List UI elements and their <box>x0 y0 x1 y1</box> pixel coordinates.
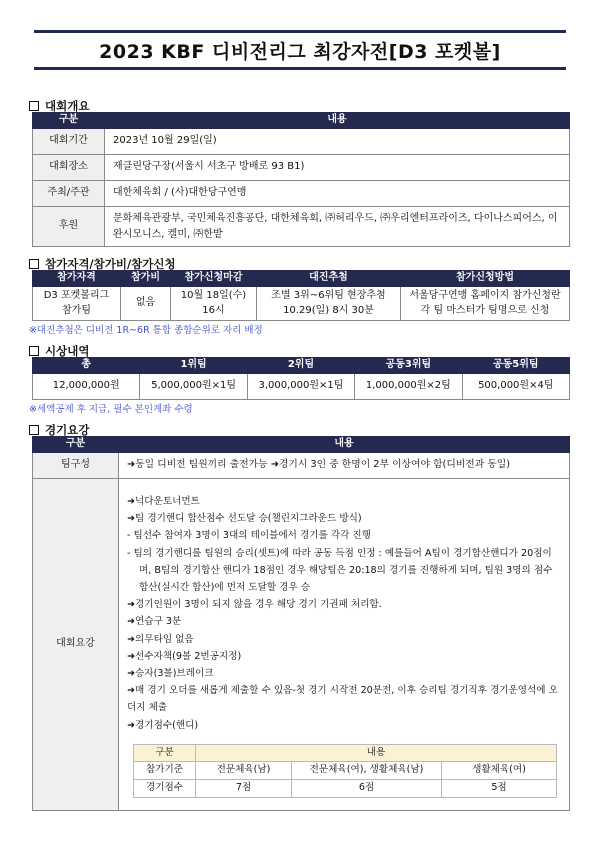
qualification-table <box>32 270 570 321</box>
draw-line: 조별 3위~6위팀 현장추첨 <box>271 290 386 301</box>
prize-value: 3,000,000원×1팀 <box>247 374 354 400</box>
overview-label: 주최/주관 <box>33 181 105 207</box>
main-rules-content <box>119 479 570 811</box>
qual-eligibility-cell <box>33 287 121 321</box>
prize-header: 총 <box>33 358 140 374</box>
eligibility-line: 참가팀 <box>62 304 91 316</box>
table-row <box>33 479 570 811</box>
prize-header: 공동5위팀 <box>462 358 569 374</box>
qual-header-eligibility: 참가자격 <box>33 271 121 287</box>
section-title: 대회개요 <box>45 99 90 113</box>
qual-header-draw: 대진추첨 <box>257 271 401 287</box>
prize-header: 2위팀 <box>247 358 354 374</box>
page-title: 2023 KBF 디비전리그 최강자전[D3 포켓볼] <box>99 40 501 63</box>
overview-value: 대한체육회 / (사)대한당구연맹 <box>105 181 570 207</box>
table-row <box>33 374 570 400</box>
main-rules-label: 대회요강 <box>33 479 119 811</box>
rule-line: - 팀선수 참여자 3명이 3대의 테이블에서 경기를 각각 진행 <box>127 530 371 542</box>
prize-value: 500,000원×4팀 <box>462 374 569 400</box>
rule-line: ➜연습구 3분 <box>127 616 182 628</box>
table-row <box>134 761 557 779</box>
handicap-table <box>133 744 557 798</box>
deadline-line: 16시 <box>202 304 225 316</box>
rules-header-content: 내용 <box>119 437 570 453</box>
handicap-cell: 생활체육(여) <box>442 761 557 779</box>
draw-line: 10.29(일) 8시 30분 <box>283 304 374 316</box>
handicap-cell: 7점 <box>196 779 292 797</box>
rule-line: ➜승자(3볼)브레이크 <box>127 668 214 680</box>
handicap-cell: 전문체육(남) <box>196 761 292 779</box>
table-row <box>33 129 570 155</box>
prizes-note: ※세액공제 후 지급, 필수 본인계좌 수령 <box>29 404 193 415</box>
qualification-note: ※대진추첨은 디비전 1R~6R 통합 종합순위로 자리 배정 <box>29 325 263 336</box>
rule-line: ➜의무타임 없음 <box>127 633 194 645</box>
prize-header: 1위팀 <box>140 358 247 374</box>
rule-line: ➜넉다운토너먼트 <box>127 496 200 507</box>
prizes-table <box>32 357 570 400</box>
overview-label: 후원 <box>33 207 105 247</box>
rule-line: ➜팀 경기핸디 합산점수 선도달 승(챌린지그라운드 방식) <box>127 513 362 525</box>
checkbox-square-icon <box>29 101 39 111</box>
overview-header-content: 내용 <box>105 113 570 129</box>
rules-table <box>32 436 570 811</box>
checkbox-square-icon <box>29 346 39 356</box>
qual-header-fee: 참가비 <box>121 271 171 287</box>
handicap-cell: 경기점수 <box>134 779 196 797</box>
table-row <box>33 207 570 247</box>
overview-table <box>32 112 570 247</box>
overview-value: 2023년 10월 29일(일) <box>105 129 570 155</box>
handicap-cell: 참가기준 <box>134 761 196 779</box>
prize-header: 공동3위팀 <box>355 358 462 374</box>
qual-deadline-cell <box>171 287 257 321</box>
qual-header-method: 참가신청방법 <box>401 271 570 287</box>
deadline-line: 10월 18일(수) <box>180 290 247 301</box>
qual-fee-cell: 없음 <box>121 287 171 321</box>
handicap-cell: 5점 <box>442 779 557 797</box>
checkbox-square-icon <box>29 425 39 435</box>
overview-header-category: 구분 <box>33 113 105 129</box>
prize-value: 5,000,000원×1팀 <box>140 374 247 400</box>
rule-line: - 팀의 경기핸디를 팀원의 승리(셋트)에 따라 공동 득점 인정 : 예를들어 A팀이 경기합산핸디가 20점이며, B팀의 경기합산 핸디가 18점인 경우 해당팀은 20:18의 경기를 진행하게 되며, 팀원 3명의 점수 합산(실시간 합산)에 먼저 도달할 경우 승 <box>127 547 553 594</box>
table-row <box>33 287 570 321</box>
overview-value: 재클린당구장(서울시 서초구 방배로 93 B1) <box>105 155 570 181</box>
qual-method-cell <box>401 287 570 321</box>
overview-label: 대회장소 <box>33 155 105 181</box>
table-row <box>134 779 557 797</box>
prize-value: 1,000,000원×2팀 <box>355 374 462 400</box>
method-line: 각 팀 마스터가 팀명으로 신청 <box>420 304 550 316</box>
team-value: ➜동일 디비전 팀원끼리 출전가능 ➜경기시 3인 중 한명이 2부 이상여야 함(디비전과 동일) <box>119 453 570 479</box>
handicap-cell: 전문체육(여), 생활체육(남) <box>292 761 442 779</box>
table-row <box>33 453 570 479</box>
rule-line: ➜경기인원이 3명이 되지 않을 경우 해당 경기 기권패 처리함. <box>127 599 382 611</box>
handicap-cell: 6점 <box>292 779 442 797</box>
handicap-header-content: 내용 <box>196 744 557 761</box>
page-title-box <box>34 30 566 70</box>
rules-header-category: 구분 <box>33 437 119 453</box>
rule-line: ➜선수자책(9볼 2번공지정) <box>127 650 242 662</box>
handicap-header-category: 구분 <box>134 744 196 761</box>
team-label: 팀구성 <box>33 453 119 479</box>
overview-label: 대회기간 <box>33 129 105 155</box>
qual-draw-cell <box>257 287 401 321</box>
section-title: 시상내역 <box>45 344 90 358</box>
checkbox-square-icon <box>29 259 39 269</box>
method-line: 서울당구연맹 홈페이지 참가신청란 <box>409 290 561 301</box>
section-title: 경기요강 <box>45 423 90 437</box>
overview-value: 문화체육관광부, 국민체육진흥공단, 대한체육회, ㈜허리우드, ㈜우리엔터프라이즈, 다이나스피어스, 이완시모니스, 켈미, ㈜한밭 <box>105 207 570 247</box>
section-title: 참가자격/참가비/참가신청 <box>45 257 176 271</box>
table-row <box>33 155 570 181</box>
table-row <box>33 181 570 207</box>
prize-value: 12,000,000원 <box>33 374 140 400</box>
qual-header-deadline: 참가신청마감 <box>171 271 257 287</box>
rule-line: ➜경기점수(핸디) <box>127 719 199 731</box>
eligibility-line: D3 포켓볼리그 <box>43 290 110 301</box>
rule-line: ➜매 경기 오더를 새롭게 제출할 수 있음-첫 경기 시작전 20분전, 이후 승리팀 경기직후 경기운영석에 오더지 체출 <box>127 685 558 714</box>
